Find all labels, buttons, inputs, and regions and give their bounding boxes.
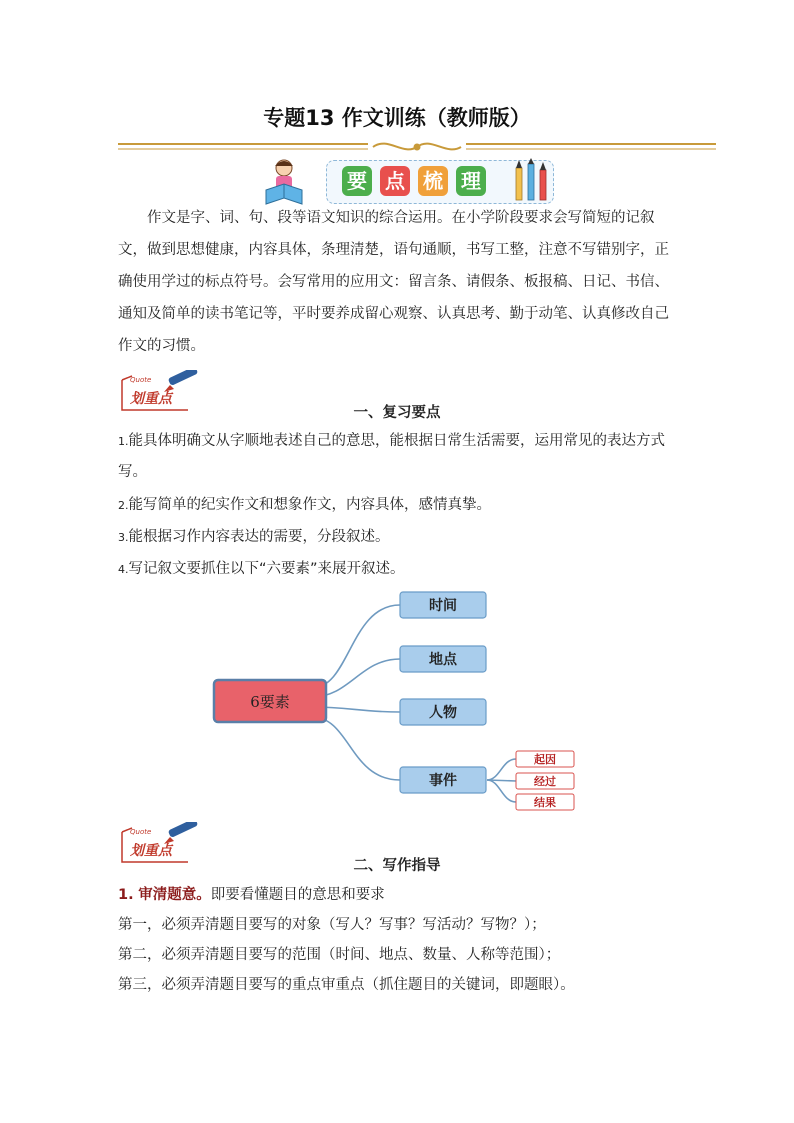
item-number: 4. [118, 563, 129, 576]
section-2-heading: 二、写作指导 [353, 858, 441, 874]
guide-point-1 [118, 880, 684, 910]
review-item-1 [118, 426, 684, 487]
section-1-heading: 一、复习要点 [353, 405, 441, 421]
reading-girl-icon [262, 156, 322, 208]
key-points-banner [262, 156, 558, 208]
badge-text: 划重点 [130, 391, 172, 407]
point-desc: 即要看懂题目的意思和要求 [210, 887, 385, 903]
sub-label-process: 经过 [534, 775, 556, 788]
intro-paragraph [118, 202, 678, 362]
point-number: 1. [118, 887, 134, 903]
point-title: 审清题意。 [138, 887, 211, 903]
page-title: 专题13 作文训练（教师版） [263, 106, 531, 130]
sub-label-cause: 起因 [534, 753, 556, 766]
review-item-2 [118, 490, 684, 521]
six-elements-mindmap [200, 585, 600, 817]
writing-guide [118, 880, 684, 1000]
pencils-icon [506, 158, 558, 206]
item-text: 能具体明确文从字顺地表述自己的意思，能根据日常生活需要，运用常见的表达方式写。 [118, 433, 665, 480]
banner-char-1: 要 [342, 166, 372, 196]
item-number: 1. [118, 435, 129, 448]
branch-label-place: 地点 [429, 652, 457, 668]
badge-text: 划重点 [130, 843, 172, 859]
review-item-3 [118, 522, 684, 553]
banner-char-2: 点 [380, 166, 410, 196]
intro-text: 作文是字、词、句、段等语文知识的综合运用。在小学阶段要求会写简短的记叙文，做到思想健康，内容具体，条理清楚，语句通顺，书写工整，注意不写错别字，正确使用学过的标点符号。会写常用的应用文：留言条、请假条、板报稿、日记、书信、通知及简单的读书笔记等，平时要养成留心观察、认真思考、勤于动笔、认真修改自己作文的习惯。 [118, 210, 669, 354]
banner-char-3: 梳 [418, 166, 448, 196]
branch-label-people: 人物 [429, 705, 457, 721]
sub-label-result: 结果 [534, 796, 556, 809]
item-number: 2. [118, 499, 129, 512]
badge-quote-word: Quote [130, 828, 152, 836]
branch-label-event: 事件 [429, 773, 457, 789]
item-text: 写记叙文要抓住以下“六要素”来展开叙述。 [128, 561, 405, 577]
guide-line-3: 第三，必须弄清题目要写的重点审重点（抓住题目的关键词，即题眼）。 [118, 977, 575, 993]
center-node-label: 6要素 [250, 693, 290, 711]
ornament-divider [118, 138, 716, 156]
item-text: 能写简单的纪实作文和想象作文，内容具体，感情真挚。 [128, 497, 491, 513]
branch-label-time: 时间 [429, 598, 457, 614]
badge-quote-word: Quote [130, 376, 152, 384]
guide-line-1: 第一，必须弄清题目要写的对象（写人？写事？写活动？写物？）； [118, 917, 546, 933]
guide-line-2: 第二，必须弄清题目要写的范围（时间、地点、数量、人称等范围）； [118, 947, 561, 963]
item-text: 能根据习作内容表达的需要，分段叙述。 [128, 529, 390, 545]
review-item-4 [118, 554, 684, 585]
item-number: 3. [118, 531, 129, 544]
banner-char-4: 理 [456, 166, 486, 196]
